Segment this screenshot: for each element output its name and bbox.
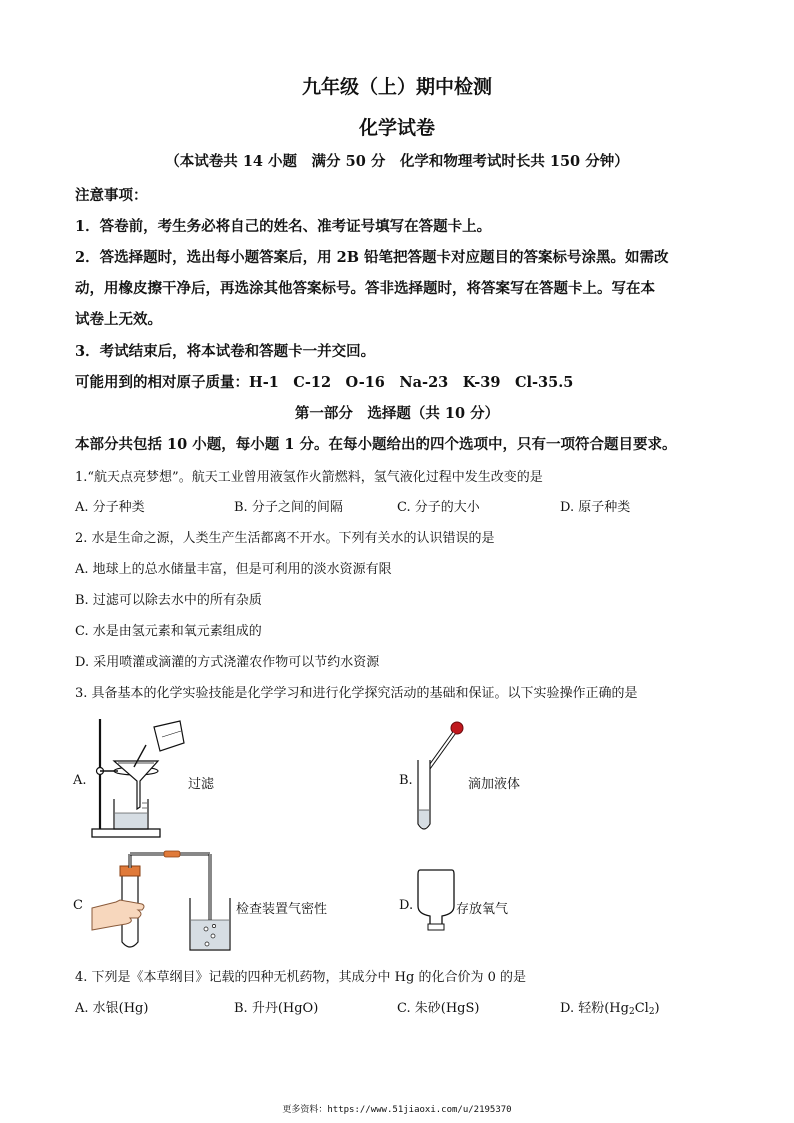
q3-option-d-letter: D.	[399, 898, 414, 913]
page-title: 九年级（上）期中检测	[301, 76, 492, 98]
q3-option-a-text: 过滤	[188, 777, 215, 792]
q1-option-b: B. 分子之间的间隔	[234, 500, 343, 515]
q4-option-d-sub-2: 2	[648, 1007, 655, 1017]
q2-option-c: C. 水是由氢元素和氧元素组成的	[75, 624, 262, 639]
note-2-line-3: 试卷上无效。	[75, 311, 162, 328]
gas-bottle-diagram	[416, 868, 456, 932]
q2-option-a: A. 地球上的总水储量丰富，但是可利用的淡水资源有限	[75, 562, 392, 577]
q3-option-a-letter: A.	[73, 773, 87, 788]
q1-option-d: D. 原子种类	[560, 500, 631, 515]
q3-stem: 3. 具备基本的化学实验技能是化学学习和进行化学探究活动的基础和保证。以下实验操作正确的是	[75, 686, 638, 701]
q4-option-d-mid: Cl	[634, 1001, 649, 1016]
part1-intro: 本部分共包括 10 小题，每小题 1 分。在每小题给出的四个选项中，只有一项符合题目要求。	[75, 436, 677, 453]
notes-heading: 注意事项：	[75, 187, 148, 204]
q2-option-b: B. 过滤可以除去水中的所有杂质	[75, 593, 262, 608]
q4-option-d	[560, 997, 660, 1017]
q1-option-c: C. 分子的大小	[397, 500, 480, 515]
q3-option-c-letter: C	[73, 898, 83, 913]
footer-link[interactable]: 更多资料：https://www.51jiaoxi.com/u/2195370	[282, 1105, 512, 1115]
q4-option-c: C. 朱砂(HgS)	[397, 1001, 480, 1016]
q1-option-a: A. 分子种类	[75, 500, 145, 515]
q2-stem: 2. 水是生命之源，人类生产生活都离不开水。下列有关水的认识错误的是	[75, 531, 495, 546]
q4-option-d-prefix: D. 轻粉(Hg	[560, 1001, 629, 1016]
q4-option-d-suffix: )	[654, 1001, 660, 1016]
q4-option-b: B. 升丹(HgO)	[234, 1001, 319, 1016]
atomic-masses: 可能用到的相对原子质量：H-1 C-12 O-16 Na-23 K-39 Cl-35.5	[75, 374, 574, 391]
part1-heading: 第一部分 选择题（共 10 分）	[294, 405, 500, 422]
dropping-liquid-diagram	[412, 720, 472, 836]
q4-stem: 4. 下列是《本草纲目》记载的四种无机药物，其成分中 Hg 的化合价为 0 的是	[75, 970, 526, 985]
q1-stem: 1.“航天点亮梦想”。航天工业曾用液氢作火箭燃料，氢气液化过程中发生改变的是	[75, 470, 543, 485]
note-2-line-1: 2．答选择题时，选出每小题答案后，用 2B 铅笔把答题卡对应题目的答案标号涂黑。如需改	[75, 249, 669, 266]
q3-option-b-letter: B.	[399, 773, 413, 788]
q4-option-d-sub-1: 2	[628, 1007, 635, 1017]
q3-option-b-text: 滴加液体	[468, 777, 521, 792]
note-2-line-2: 动，用橡皮擦干净后，再选涂其他答案标号。答非选择题时，将答案写在答题卡上。写在本	[75, 280, 655, 297]
filtration-diagram	[88, 717, 188, 841]
q4-option-a: A. 水银(Hg)	[75, 1001, 149, 1016]
note-3: 3．考试结束后，将本试卷和答题卡一并交回。	[75, 343, 376, 360]
airtightness-diagram	[90, 850, 240, 954]
q3-option-c-text: 检查装置气密性	[236, 902, 328, 917]
exam-info: （本试卷共 14 小题 满分 50 分 化学和物理考试时长共 150 分钟）	[165, 153, 629, 170]
note-1: 1．答卷前，考生务必将自己的姓名、准考证号填写在答题卡上。	[75, 218, 492, 235]
q3-option-d-text: 存放氧气	[456, 902, 509, 917]
q2-option-d: D. 采用喷灌或滴灌的方式浇灌农作物可以节约水资源	[75, 655, 380, 670]
subject-title: 化学试卷	[358, 117, 435, 139]
